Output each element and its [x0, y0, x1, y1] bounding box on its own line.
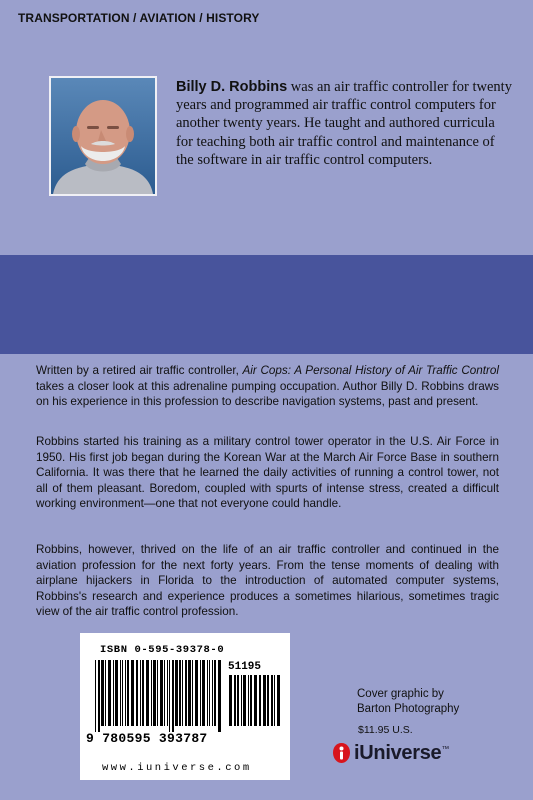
- barcode-bar: [202, 660, 205, 726]
- ean-number: 9 780595 393787: [86, 731, 208, 746]
- barcode-bar: [263, 675, 266, 726]
- barcode-bar: [108, 660, 111, 726]
- barcode-bar: [122, 660, 123, 726]
- barcode-bar: [157, 660, 158, 726]
- barcode-bar: [274, 675, 275, 726]
- barcode-bar: [195, 660, 198, 726]
- barcode-bar: [259, 675, 261, 726]
- price-code: 51195: [228, 661, 262, 673]
- price-label: $11.95 U.S.: [358, 724, 413, 736]
- cover-credit-line-1: Cover graphic by: [357, 688, 444, 700]
- barcode-bar: [248, 675, 249, 726]
- cover-credit: [357, 687, 507, 717]
- barcode-bar: [98, 660, 100, 732]
- author-name: Billy D. Robbins: [176, 79, 288, 95]
- barcode-bar: [209, 660, 210, 726]
- barcode-bar: [212, 660, 213, 726]
- barcode-bar: [250, 675, 252, 726]
- barcode-bar: [179, 660, 181, 726]
- publisher-name: iUniverse™: [354, 742, 450, 764]
- barcode-bar: [229, 675, 232, 726]
- barcode-bar: [214, 660, 216, 726]
- barcode-bar: [175, 660, 178, 726]
- author-photo: [49, 76, 157, 196]
- barcode-bar: [120, 660, 121, 726]
- cover-credit-line-2: Barton Photography: [357, 703, 460, 715]
- barcode-bar: [131, 660, 134, 726]
- description-paragraph-2: Robbins started his training as a military control tower operator in the U.S. Air Force in 1950. His first job began during the Korean War at the March Air Force Base in southern California. It was there that he learned the daily activities of running a control tower, not all of them pleasant. Boredom, coupled with spurts of intense stress, created a difficult working environment—one that not everyone could handle.: [36, 435, 499, 510]
- author-portrait-icon: [51, 78, 155, 194]
- barcode-bar: [241, 675, 242, 726]
- description-paragraph-3: Robbins, however, thrived on the life of an air traffic controller and continued in the aviation profession for the next forty years. From the tense moments of dealing with airplane hijackers in Florida to the introduction of automated computer systems, Robbins's research and experience produces a sometimes hilarious, sometimes tragic view of the air traffic control profession.: [36, 543, 499, 618]
- barcode-bar: [207, 660, 208, 726]
- isbn-label: ISBN 0-595-39378-0: [100, 644, 225, 656]
- barcode-bar: [182, 660, 183, 726]
- description-paragraph-1: [36, 363, 499, 410]
- iuniverse-logo-icon: [332, 742, 351, 764]
- barcode-bar: [192, 660, 193, 726]
- ean-barcode-icon: [94, 660, 222, 732]
- barcode-bar: [200, 660, 201, 726]
- barcode-bar: [164, 660, 165, 726]
- barcode-bar: [267, 675, 269, 726]
- barcode-bar: [151, 660, 152, 726]
- author-bio: [176, 78, 514, 169]
- description-intro: Written by a retired air traffic controller,: [36, 364, 243, 377]
- barcode-bar: [234, 675, 236, 726]
- author-bio-text: was an air traffic controller for twenty years and programmed air traffic control computers for another twenty years. He taught and authored curricula for teaching both air traffic control and maintenance of the software in air traffic control computers.: [176, 79, 512, 168]
- barcode-bar: [271, 675, 273, 726]
- barcode-bar: [167, 660, 168, 726]
- category-label: TRANSPORTATION / AVIATION / HISTORY: [18, 11, 260, 25]
- barcode-bar: [237, 675, 239, 726]
- barcode-bar: [254, 675, 257, 726]
- barcode-bar: [218, 660, 221, 732]
- barcode-bar: [140, 660, 141, 726]
- barcode-bar: [113, 660, 114, 726]
- barcode-block: [80, 633, 290, 780]
- barcode-bar: [188, 660, 191, 726]
- barcode-bar: [277, 675, 280, 726]
- description-intro-rest: takes a closer look at this adrenaline pumping occupation. Author Billy D. Robbins draws on his experience in this profession to describe navigation systems, past and present.: [36, 379, 499, 408]
- barcode-bar: [172, 660, 174, 732]
- barcode-bar: [243, 675, 246, 726]
- publisher-logo: [332, 740, 462, 770]
- barcode-bar: [169, 660, 170, 732]
- barcode-bar: [136, 660, 138, 726]
- addon-barcode-icon: [228, 675, 282, 732]
- barcode-bar: [185, 660, 187, 726]
- barcode-bar: [101, 660, 104, 726]
- decorative-band: [0, 255, 533, 354]
- barcode-bar: [95, 660, 96, 732]
- barcode-bar: [127, 660, 129, 726]
- barcode-bar: [160, 660, 163, 726]
- book-title: Air Cops: A Personal History of Air Traffic Control: [242, 364, 499, 377]
- trademark-mark: ™: [441, 744, 450, 754]
- barcode-bar: [146, 660, 149, 726]
- website-url: www.iuniverse.com: [102, 762, 252, 774]
- barcode-bar: [105, 660, 106, 726]
- barcode-bar: [142, 660, 144, 726]
- barcode-bar: [125, 660, 126, 726]
- barcode-bar: [153, 660, 156, 726]
- barcode-bar: [115, 660, 118, 726]
